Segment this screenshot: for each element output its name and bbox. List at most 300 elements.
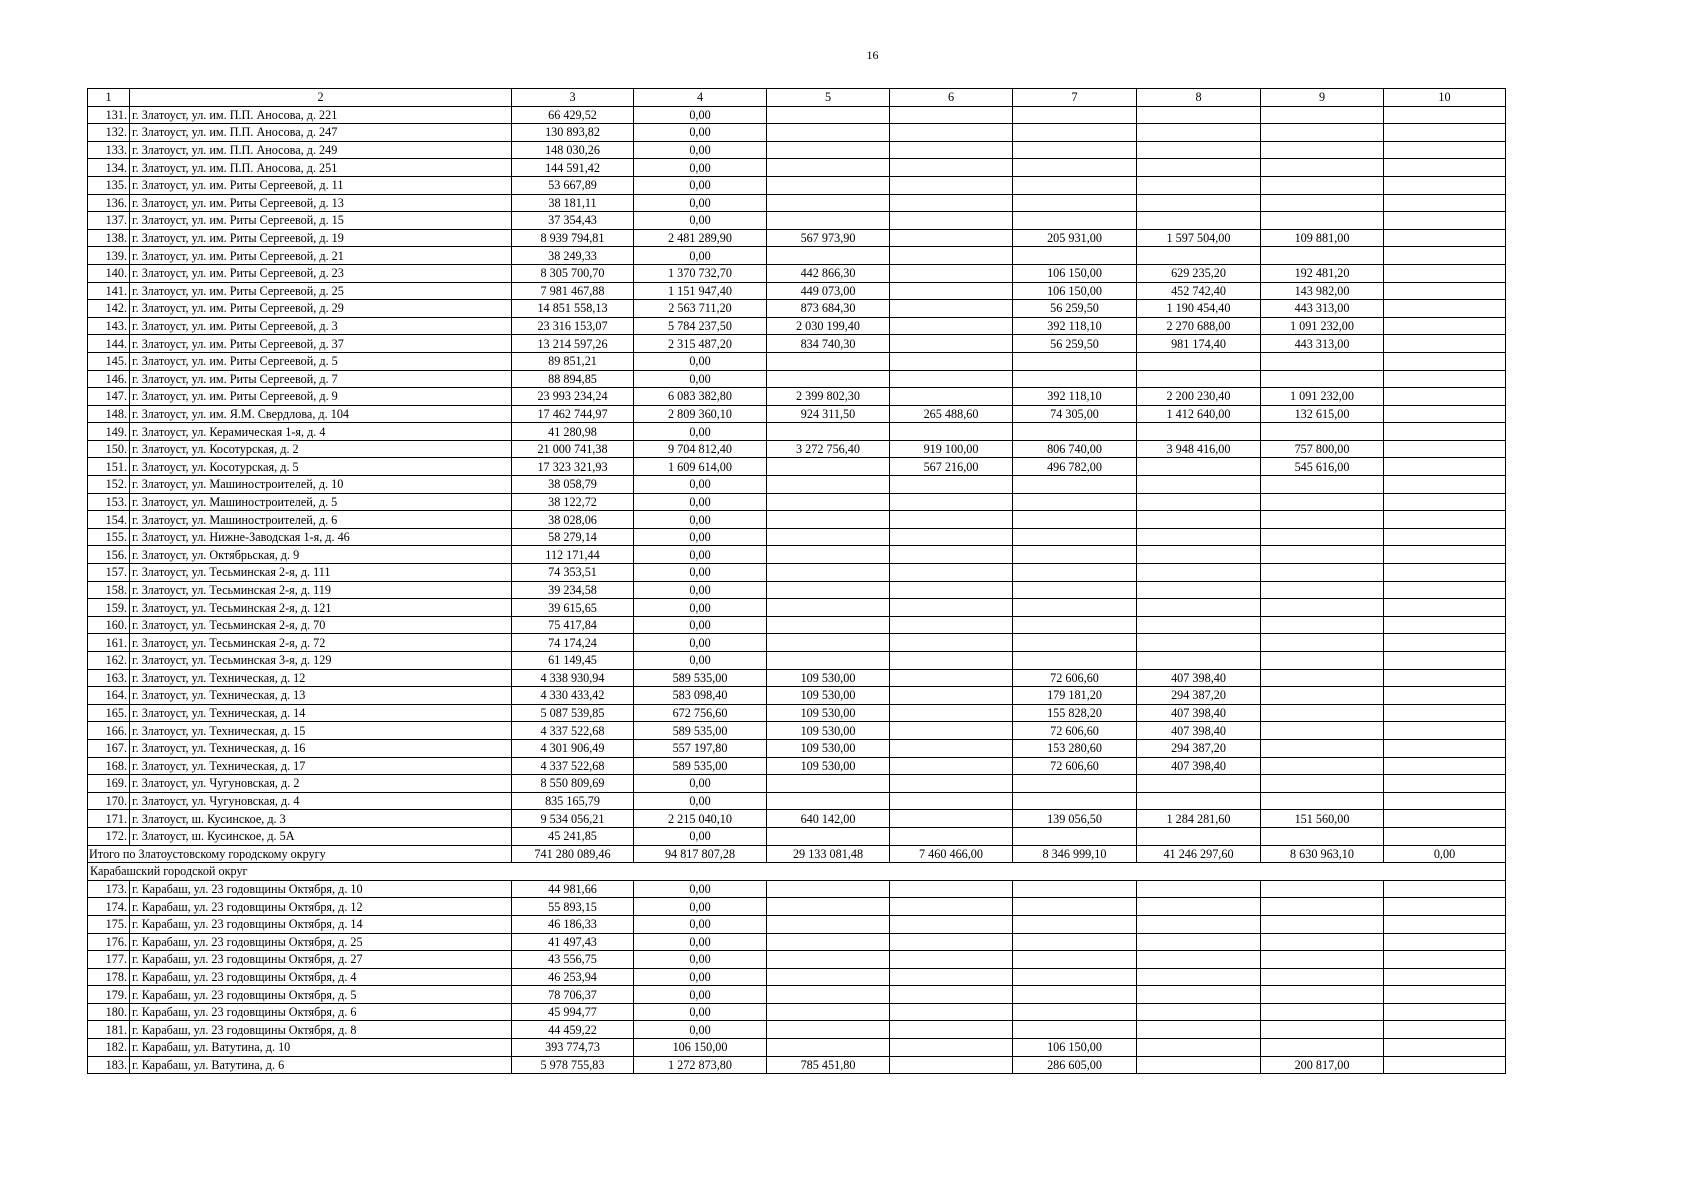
value-cell-col9 — [1261, 423, 1384, 441]
value-cell-col4: 0,00 — [634, 423, 767, 441]
address-cell: г. Златоуст, ул. им. Риты Сергеевой, д. 29 — [130, 300, 512, 318]
value-cell-col9: 200 817,00 — [1261, 1056, 1384, 1074]
value-cell-col6 — [890, 194, 1013, 212]
row-number: 167. — [88, 739, 130, 757]
row-number: 180. — [88, 1003, 130, 1021]
value-cell-col10 — [1384, 810, 1506, 828]
value-cell-col3: 17 462 744,97 — [512, 405, 634, 423]
value-cell-col6 — [890, 827, 1013, 845]
table-row — [88, 599, 1506, 617]
value-cell-col9: 109 881,00 — [1261, 229, 1384, 247]
value-cell-col8 — [1137, 915, 1261, 933]
value-cell-col5 — [767, 775, 890, 793]
value-cell-col7 — [1013, 1021, 1137, 1039]
address-cell: г. Златоуст, ул. Керамическая 1-я, д. 4 — [130, 423, 512, 441]
value-cell-col10 — [1384, 968, 1506, 986]
table-row — [88, 1039, 1506, 1057]
value-cell-col9 — [1261, 986, 1384, 1004]
value-cell-col8 — [1137, 652, 1261, 670]
row-number: 174. — [88, 898, 130, 916]
address-cell: г. Златоуст, ул. Техническая, д. 12 — [130, 669, 512, 687]
value-cell-col4: 2 563 711,20 — [634, 300, 767, 318]
value-cell-col7: 56 259,50 — [1013, 300, 1137, 318]
row-number: 153. — [88, 493, 130, 511]
value-cell-col5 — [767, 106, 890, 124]
value-cell-col3: 38 058,79 — [512, 476, 634, 494]
value-cell-col10 — [1384, 652, 1506, 670]
value-cell-col7: 8 346 999,10 — [1013, 845, 1137, 863]
value-cell-col9 — [1261, 1039, 1384, 1057]
address-cell: г. Златоуст, ул. им. Риты Сергеевой, д. 5 — [130, 352, 512, 370]
value-cell-col8 — [1137, 581, 1261, 599]
address-cell: г. Златоуст, ул. Нижне-Заводская 1-я, д. 46 — [130, 528, 512, 546]
value-cell-col5 — [767, 546, 890, 564]
table-row — [88, 352, 1506, 370]
value-cell-col3: 835 165,79 — [512, 792, 634, 810]
value-cell-col6 — [890, 986, 1013, 1004]
value-cell-col6: 7 460 466,00 — [890, 845, 1013, 863]
value-cell-col7 — [1013, 880, 1137, 898]
address-cell: г. Златоуст, ул. Машиностроителей, д. 5 — [130, 493, 512, 511]
value-cell-col6 — [890, 176, 1013, 194]
value-cell-col4: 1 609 614,00 — [634, 458, 767, 476]
value-cell-col6 — [890, 599, 1013, 617]
table-row — [88, 370, 1506, 388]
total-label: Итого по Златоустовскому городскому округу — [88, 845, 512, 863]
value-cell-col7: 392 118,10 — [1013, 388, 1137, 406]
value-cell-col4: 0,00 — [634, 915, 767, 933]
value-cell-col3: 46 186,33 — [512, 915, 634, 933]
value-cell-col8 — [1137, 141, 1261, 159]
value-cell-col10 — [1384, 669, 1506, 687]
table-row — [88, 1021, 1506, 1039]
value-cell-col3: 41 497,43 — [512, 933, 634, 951]
value-cell-col9 — [1261, 352, 1384, 370]
value-cell-col4: 2 481 289,90 — [634, 229, 767, 247]
table-row — [88, 388, 1506, 406]
value-cell-col9 — [1261, 792, 1384, 810]
value-cell-col9: 443 313,00 — [1261, 335, 1384, 353]
value-cell-col4: 0,00 — [634, 1021, 767, 1039]
address-cell: г. Златоуст, ул. им. Риты Сергеевой, д. 21 — [130, 247, 512, 265]
value-cell-col7 — [1013, 775, 1137, 793]
value-cell-col6 — [890, 476, 1013, 494]
header-cell: 7 — [1013, 89, 1137, 107]
value-cell-col6 — [890, 141, 1013, 159]
value-cell-col9 — [1261, 493, 1384, 511]
value-cell-col4: 1 151 947,40 — [634, 282, 767, 300]
value-cell-col5 — [767, 915, 890, 933]
value-cell-col5 — [767, 212, 890, 230]
table-row — [88, 106, 1506, 124]
address-cell: г. Златоуст, ул. им. Я.М. Свердлова, д. 104 — [130, 405, 512, 423]
value-cell-col10 — [1384, 388, 1506, 406]
value-cell-col4: 0,00 — [634, 1003, 767, 1021]
value-cell-col4: 1 272 873,80 — [634, 1056, 767, 1074]
address-cell: г. Златоуст, ул. Тесьминская 2-я, д. 72 — [130, 634, 512, 652]
value-cell-col7 — [1013, 652, 1137, 670]
value-cell-col6 — [890, 212, 1013, 230]
table-row — [88, 458, 1506, 476]
value-cell-col3: 4 301 906,49 — [512, 739, 634, 757]
value-cell-col3: 37 354,43 — [512, 212, 634, 230]
value-cell-col6 — [890, 739, 1013, 757]
header-cell: 4 — [634, 89, 767, 107]
value-cell-col9 — [1261, 546, 1384, 564]
value-cell-col8 — [1137, 634, 1261, 652]
value-cell-col7 — [1013, 968, 1137, 986]
table-row — [88, 634, 1506, 652]
value-cell-col3: 55 893,15 — [512, 898, 634, 916]
value-cell-col10 — [1384, 423, 1506, 441]
value-cell-col7 — [1013, 476, 1137, 494]
value-cell-col4: 0,00 — [634, 141, 767, 159]
table-row — [88, 704, 1506, 722]
address-cell: г. Златоуст, ул. Тесьминская 2-я, д. 111 — [130, 564, 512, 582]
value-cell-col9: 1 091 232,00 — [1261, 388, 1384, 406]
value-cell-col10 — [1384, 300, 1506, 318]
value-cell-col8 — [1137, 933, 1261, 951]
value-cell-col8 — [1137, 616, 1261, 634]
value-cell-col9 — [1261, 528, 1384, 546]
value-cell-col7 — [1013, 546, 1137, 564]
address-cell: г. Златоуст, ул. им. Риты Сергеевой, д. 23 — [130, 264, 512, 282]
value-cell-col3: 23 993 234,24 — [512, 388, 634, 406]
value-cell-col8 — [1137, 124, 1261, 142]
value-cell-col9 — [1261, 564, 1384, 582]
value-cell-col4: 0,00 — [634, 968, 767, 986]
value-cell-col8: 407 398,40 — [1137, 669, 1261, 687]
value-cell-col4: 0,00 — [634, 634, 767, 652]
header-cell: 1 — [88, 89, 130, 107]
row-number: 178. — [88, 968, 130, 986]
value-cell-col10 — [1384, 528, 1506, 546]
value-cell-col4: 2 315 487,20 — [634, 335, 767, 353]
value-cell-col9 — [1261, 247, 1384, 265]
value-cell-col9 — [1261, 652, 1384, 670]
value-cell-col10 — [1384, 986, 1506, 1004]
value-cell-col9 — [1261, 141, 1384, 159]
address-cell: г. Златоуст, ул. им. Риты Сергеевой, д. 19 — [130, 229, 512, 247]
value-cell-col6 — [890, 634, 1013, 652]
value-cell-col8: 407 398,40 — [1137, 704, 1261, 722]
value-cell-col7 — [1013, 370, 1137, 388]
table-row — [88, 247, 1506, 265]
address-cell: г. Златоуст, ул. им. П.П. Аносова, д. 247 — [130, 124, 512, 142]
value-cell-col9 — [1261, 176, 1384, 194]
value-cell-col10 — [1384, 141, 1506, 159]
value-cell-col7 — [1013, 141, 1137, 159]
value-cell-col4: 0,00 — [634, 581, 767, 599]
value-cell-col6 — [890, 933, 1013, 951]
value-cell-col6 — [890, 159, 1013, 177]
value-cell-col6: 567 216,00 — [890, 458, 1013, 476]
row-number: 182. — [88, 1039, 130, 1057]
value-cell-col6 — [890, 581, 1013, 599]
value-cell-col8 — [1137, 968, 1261, 986]
value-cell-col3: 5 087 539,85 — [512, 704, 634, 722]
header-cell: 2 — [130, 89, 512, 107]
value-cell-col3: 41 280,98 — [512, 423, 634, 441]
value-cell-col9 — [1261, 968, 1384, 986]
value-cell-col10 — [1384, 915, 1506, 933]
value-cell-col4: 9 704 812,40 — [634, 440, 767, 458]
value-cell-col7: 106 150,00 — [1013, 1039, 1137, 1057]
value-cell-col10 — [1384, 546, 1506, 564]
address-cell: г. Карабаш, ул. Ватутина, д. 6 — [130, 1056, 512, 1074]
value-cell-col3: 75 417,84 — [512, 616, 634, 634]
row-number: 141. — [88, 282, 130, 300]
row-number: 149. — [88, 423, 130, 441]
value-cell-col6 — [890, 1003, 1013, 1021]
value-cell-col7 — [1013, 915, 1137, 933]
value-cell-col9: 151 560,00 — [1261, 810, 1384, 828]
address-cell: г. Златоуст, ул. Техническая, д. 14 — [130, 704, 512, 722]
table-row — [88, 423, 1506, 441]
row-number: 157. — [88, 564, 130, 582]
value-cell-col7: 72 606,60 — [1013, 757, 1137, 775]
value-cell-col4: 0,00 — [634, 370, 767, 388]
table-row — [88, 669, 1506, 687]
table-row — [88, 176, 1506, 194]
row-number: 183. — [88, 1056, 130, 1074]
value-cell-col4: 1 370 732,70 — [634, 264, 767, 282]
value-cell-col8 — [1137, 775, 1261, 793]
value-cell-col8 — [1137, 1003, 1261, 1021]
row-number: 171. — [88, 810, 130, 828]
header-cell: 8 — [1137, 89, 1261, 107]
value-cell-col6 — [890, 106, 1013, 124]
value-cell-col10 — [1384, 616, 1506, 634]
row-number: 135. — [88, 176, 130, 194]
value-cell-col3: 8 305 700,70 — [512, 264, 634, 282]
value-cell-col5: 2 030 199,40 — [767, 317, 890, 335]
header-cell: 5 — [767, 89, 890, 107]
value-cell-col7 — [1013, 898, 1137, 916]
value-cell-col9 — [1261, 616, 1384, 634]
value-cell-col8 — [1137, 1056, 1261, 1074]
value-cell-col5: 834 740,30 — [767, 335, 890, 353]
value-cell-col7 — [1013, 827, 1137, 845]
row-number: 151. — [88, 458, 130, 476]
value-cell-col10 — [1384, 880, 1506, 898]
value-cell-col9 — [1261, 687, 1384, 705]
row-number: 142. — [88, 300, 130, 318]
value-cell-col6 — [890, 757, 1013, 775]
value-cell-col7 — [1013, 634, 1137, 652]
row-number: 134. — [88, 159, 130, 177]
row-number: 154. — [88, 511, 130, 529]
value-cell-col3: 4 337 522,68 — [512, 757, 634, 775]
value-cell-col3: 38 249,33 — [512, 247, 634, 265]
row-number: 176. — [88, 933, 130, 951]
value-cell-col5: 3 272 756,40 — [767, 440, 890, 458]
address-cell: г. Златоуст, ул. Тесьминская 2-я, д. 121 — [130, 599, 512, 617]
value-cell-col4: 0,00 — [634, 493, 767, 511]
value-cell-col7 — [1013, 599, 1137, 617]
address-cell: г. Златоуст, ул. им. Риты Сергеевой, д. 13 — [130, 194, 512, 212]
section-title: Карабашский городской округ — [88, 863, 1506, 881]
address-cell: г. Карабаш, ул. 23 годовщины Октября, д. 14 — [130, 915, 512, 933]
value-cell-col9: 757 800,00 — [1261, 440, 1384, 458]
row-number: 163. — [88, 669, 130, 687]
table-row — [88, 476, 1506, 494]
value-cell-col3: 45 241,85 — [512, 827, 634, 845]
value-cell-col5 — [767, 827, 890, 845]
value-cell-col8 — [1137, 476, 1261, 494]
table-row — [88, 440, 1506, 458]
value-cell-col8 — [1137, 423, 1261, 441]
value-cell-col6 — [890, 1056, 1013, 1074]
value-cell-col7 — [1013, 792, 1137, 810]
table-row — [88, 880, 1506, 898]
value-cell-col10 — [1384, 458, 1506, 476]
value-cell-col10 — [1384, 739, 1506, 757]
value-cell-col9 — [1261, 669, 1384, 687]
value-cell-col4: 0,00 — [634, 898, 767, 916]
value-cell-col5: 567 973,90 — [767, 229, 890, 247]
table-row — [88, 915, 1506, 933]
value-cell-col10 — [1384, 1039, 1506, 1057]
value-cell-col6 — [890, 616, 1013, 634]
value-cell-col7 — [1013, 352, 1137, 370]
table-row — [88, 616, 1506, 634]
table-row — [88, 1056, 1506, 1074]
value-cell-col6 — [890, 898, 1013, 916]
value-cell-col3: 13 214 597,26 — [512, 335, 634, 353]
value-cell-col9 — [1261, 704, 1384, 722]
row-number: 133. — [88, 141, 130, 159]
table-row — [88, 546, 1506, 564]
value-cell-col3: 112 171,44 — [512, 546, 634, 564]
value-cell-col5: 449 073,00 — [767, 282, 890, 300]
table-row — [88, 300, 1506, 318]
row-number: 172. — [88, 827, 130, 845]
value-cell-col7: 496 782,00 — [1013, 458, 1137, 476]
address-cell: г. Златоуст, ул. им. П.П. Аносова, д. 251 — [130, 159, 512, 177]
value-cell-col8: 981 174,40 — [1137, 335, 1261, 353]
address-cell: г. Златоуст, ул. Косотурская, д. 5 — [130, 458, 512, 476]
value-cell-col5: 109 530,00 — [767, 722, 890, 740]
row-number: 147. — [88, 388, 130, 406]
value-cell-col6 — [890, 564, 1013, 582]
value-cell-col8 — [1137, 880, 1261, 898]
row-number: 136. — [88, 194, 130, 212]
value-cell-col7: 392 118,10 — [1013, 317, 1137, 335]
table-row — [88, 933, 1506, 951]
value-cell-col8 — [1137, 352, 1261, 370]
value-cell-col3: 74 353,51 — [512, 564, 634, 582]
table-row — [88, 335, 1506, 353]
row-number: 179. — [88, 986, 130, 1004]
value-cell-col4: 2 215 040,10 — [634, 810, 767, 828]
value-cell-col5: 442 866,30 — [767, 264, 890, 282]
value-cell-col4: 0,00 — [634, 652, 767, 670]
value-cell-col3: 43 556,75 — [512, 951, 634, 969]
value-cell-col8 — [1137, 792, 1261, 810]
value-cell-col8 — [1137, 599, 1261, 617]
table-row — [88, 229, 1506, 247]
value-cell-col10 — [1384, 511, 1506, 529]
value-cell-col4: 0,00 — [634, 933, 767, 951]
value-cell-col6 — [890, 915, 1013, 933]
address-cell: г. Златоуст, ул. Машиностроителей, д. 6 — [130, 511, 512, 529]
value-cell-col9 — [1261, 1003, 1384, 1021]
value-cell-col10 — [1384, 176, 1506, 194]
row-number: 138. — [88, 229, 130, 247]
value-cell-col9 — [1261, 106, 1384, 124]
row-number: 173. — [88, 880, 130, 898]
value-cell-col9 — [1261, 951, 1384, 969]
value-cell-col7 — [1013, 1003, 1137, 1021]
header-cell: 10 — [1384, 89, 1506, 107]
value-cell-col6 — [890, 423, 1013, 441]
value-cell-col4: 0,00 — [634, 546, 767, 564]
value-cell-col10 — [1384, 124, 1506, 142]
row-number: 161. — [88, 634, 130, 652]
row-number: 158. — [88, 581, 130, 599]
value-cell-col10 — [1384, 247, 1506, 265]
value-cell-col10 — [1384, 229, 1506, 247]
value-cell-col5 — [767, 176, 890, 194]
value-cell-col5 — [767, 792, 890, 810]
value-cell-col9: 1 091 232,00 — [1261, 317, 1384, 335]
value-cell-col4: 589 535,00 — [634, 669, 767, 687]
value-cell-col5 — [767, 159, 890, 177]
row-number: 169. — [88, 775, 130, 793]
value-cell-col7: 56 259,50 — [1013, 335, 1137, 353]
value-cell-col4: 672 756,60 — [634, 704, 767, 722]
address-cell: г. Златоуст, ул. Чугуновская, д. 2 — [130, 775, 512, 793]
value-cell-col7 — [1013, 176, 1137, 194]
row-number: 150. — [88, 440, 130, 458]
value-cell-col10 — [1384, 951, 1506, 969]
value-cell-col9 — [1261, 722, 1384, 740]
value-cell-col6 — [890, 370, 1013, 388]
section-header-row — [88, 863, 1506, 881]
value-cell-col4: 94 817 807,28 — [634, 845, 767, 863]
header-row — [88, 89, 1506, 107]
value-cell-col4: 583 098,40 — [634, 687, 767, 705]
value-cell-col5 — [767, 880, 890, 898]
value-cell-col9 — [1261, 915, 1384, 933]
value-cell-col9 — [1261, 599, 1384, 617]
address-cell: г. Златоуст, ул. им. Риты Сергеевой, д. 7 — [130, 370, 512, 388]
table-row — [88, 827, 1506, 845]
value-cell-col6 — [890, 317, 1013, 335]
value-cell-col5: 109 530,00 — [767, 687, 890, 705]
header-cell: 9 — [1261, 89, 1384, 107]
value-cell-col3: 78 706,37 — [512, 986, 634, 1004]
value-cell-col3: 393 774,73 — [512, 1039, 634, 1057]
value-cell-col6 — [890, 951, 1013, 969]
value-cell-col3: 8 939 794,81 — [512, 229, 634, 247]
value-cell-col7 — [1013, 528, 1137, 546]
table-row — [88, 264, 1506, 282]
value-cell-col5 — [767, 933, 890, 951]
value-cell-col6 — [890, 669, 1013, 687]
address-cell: г. Карабаш, ул. 23 годовщины Октября, д. 27 — [130, 951, 512, 969]
value-cell-col10 — [1384, 687, 1506, 705]
value-cell-col7 — [1013, 933, 1137, 951]
value-cell-col10 — [1384, 106, 1506, 124]
row-number: 177. — [88, 951, 130, 969]
table-row — [88, 757, 1506, 775]
address-cell: г. Златоуст, ул. Тесьминская 2-я, д. 119 — [130, 581, 512, 599]
value-cell-col8 — [1137, 493, 1261, 511]
address-cell: г. Златоуст, ул. им. Риты Сергеевой, д. 37 — [130, 335, 512, 353]
value-cell-col3: 4 330 433,42 — [512, 687, 634, 705]
